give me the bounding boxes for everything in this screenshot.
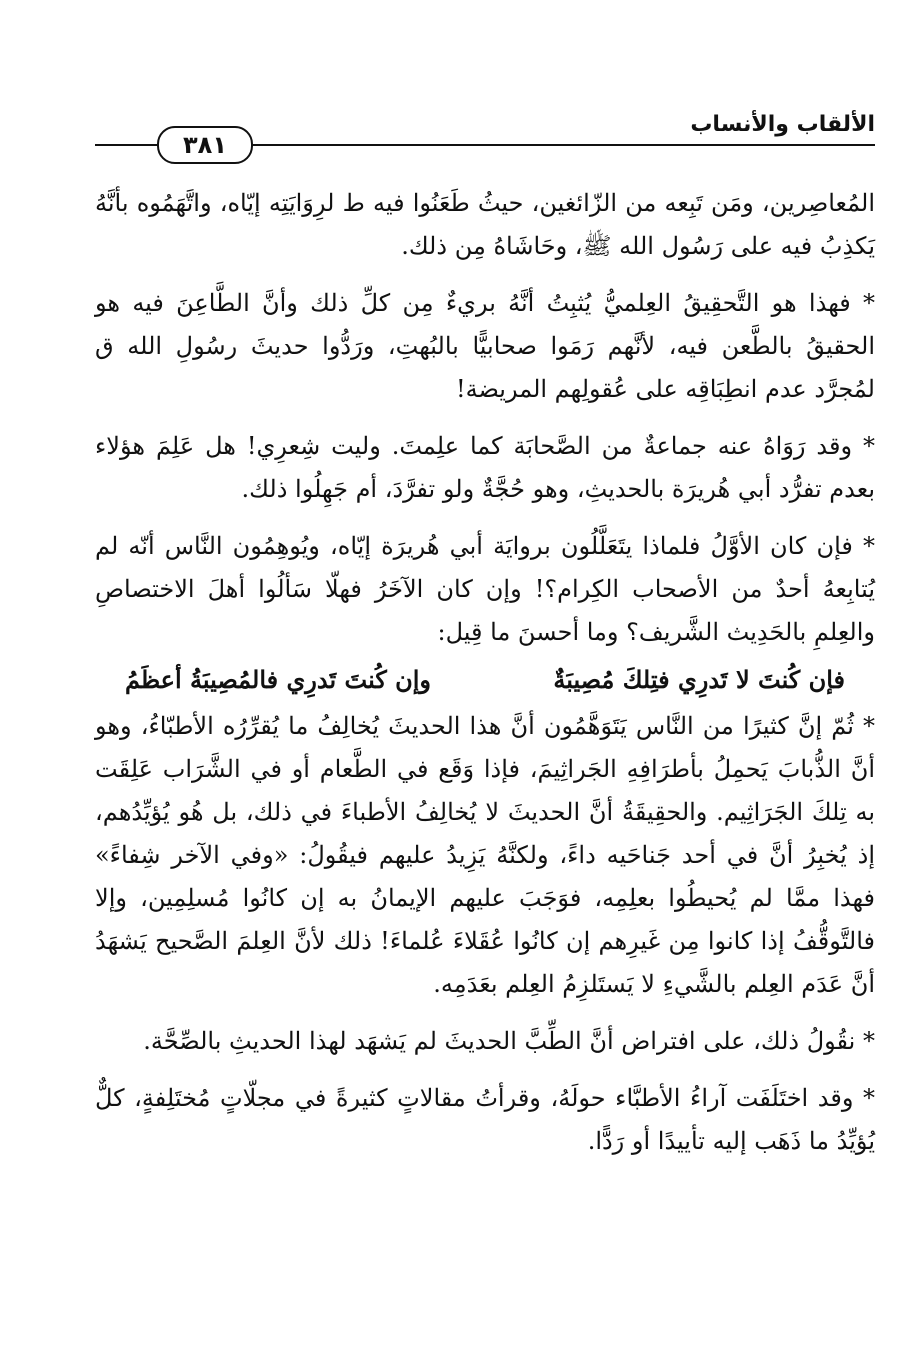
verse-first-hemistich: فإن كُنتَ لا تَدرِي فتِلكَ مُصِيبَةٌ	[553, 665, 845, 694]
poetry-verse	[125, 658, 845, 701]
paragraph: * وقد رَوَاهُ عنه جماعةٌ من الصَّحابَة كما علِمتَ. وليت شِعرِي! هل عَلِمَ هؤلاء بعدم تفرُّد أبي هُريرَة بالحديثِ، وهو حُجَّةٌ ولو تفرَّدَ، أم جَهِلُوا ذلك.	[95, 432, 875, 503]
paragraph: * فهذا هو التَّحقِيقُ العِلميُّ يُثبِتُ أنَّهُ بريءٌ مِن كلِّ ذلك وأنَّ الطَّاعِنَ فيه هو الحقيقُ بالطَّعن فيه، لأنَّهم رَمَوا صحابيًّا بالبُهتِ، ورَدُّوا حديثَ رسُولِ الله ق لمُجرَّد عدم انطِبَاقِه على عُقولِهم المريضة!	[95, 289, 875, 403]
paragraph: * فإن كان الأوَّلُ فلماذا يتَعَلَّلُون بروايَة أبي هُريرَة إيّاه، ويُوهِمُون النَّاس أنّه لم يُتابِعهُ أحدٌ من الأصحاب الكِرام؟! وإن كان الآخَرُ فهلّا سَألُوا أهلَ الاختصاصِ والعِلمِ بالحَدِيث الشَّريف؟ وما أحسنَ ما قِيل:	[95, 532, 875, 646]
paragraph: المُعاصِرين، ومَن تَبِعه من الزّائغين، حيثُ طَعَنُوا فيه ط لرِوَايَتِه إيّاه، واتَّهَمُوه بأنَّهُ يَكذِبُ فيه على رَسُول الله ﷺ، وحَاشَاهُ مِن ذلك.	[95, 189, 875, 260]
page-header	[95, 108, 875, 159]
verse-second-hemistich: وإن كُنتَ تَدرِي فالمُصِيبَةُ أعظَمُ	[125, 665, 431, 694]
paragraph: * نقُولُ ذلك، على افتراض أنَّ الطِّبَّ الحديثَ لم يَشهَد لهذا الحديثِ بالصِّحَّة.	[143, 1027, 875, 1055]
paragraph: * ثُمّ إنَّ كثيرًا من النَّاس يَتَوَهَّمُون أنَّ هذا الحديثَ يُخالِفُ ما يُقرِّرُه الأطبّاءُ، وهو أنَّ الذُّبابَ يَحمِلُ بأطرَافِهِ الجَراثِيمَ، فإذا وَقَع في الطَّعام أو في الشَّرَاب عَلِقَت به تِلكَ الجَرَاثِيم. والحقِيقَةُ أنَّ الحديثَ لا يُخالِفُ الأطباءَ في ذلك، بل هُو يُؤيِّدُهم، إذ يُخبِرُ أنَّ في أحد جَناحَيه داءً، ولكنَّهُ يَزِيدُ عليهم فيقُولُ: «وفي الآخر شِفاءً» فهذا ممَّا لم يُحيطُوا بعلِمِه، فوَجَبَ عليهم الإيمانُ به إن كانُوا مُسلِمِين، وإلا فالتَّوقُّفُ إذا كانوا مِن غَيرِهم إن كانُوا عُقَلاءَ عُلماءَ! ذلك لأنَّ العِلمَ الصَّحيح يَشهَدُ أنَّ عَدَم العِلم بالشَّيءِ لا يَستَلزِمُ العِلم بعَدَمِه.	[95, 712, 875, 998]
page-body	[95, 182, 875, 1177]
page-number: ٣٨١	[157, 126, 253, 164]
running-title: الألقاب والأنساب	[690, 112, 875, 137]
paragraph: * وقد اختَلَفَت آراءُ الأطبَّاء حولَهُ، وقرأتُ مقالاتٍ كثيرةً في مجلّاتٍ مُختَلِفةٍ، كلٌّ يُؤيِّدُ ما ذَهَب إليه تأييدًا أو رَدًّا.	[95, 1084, 875, 1155]
